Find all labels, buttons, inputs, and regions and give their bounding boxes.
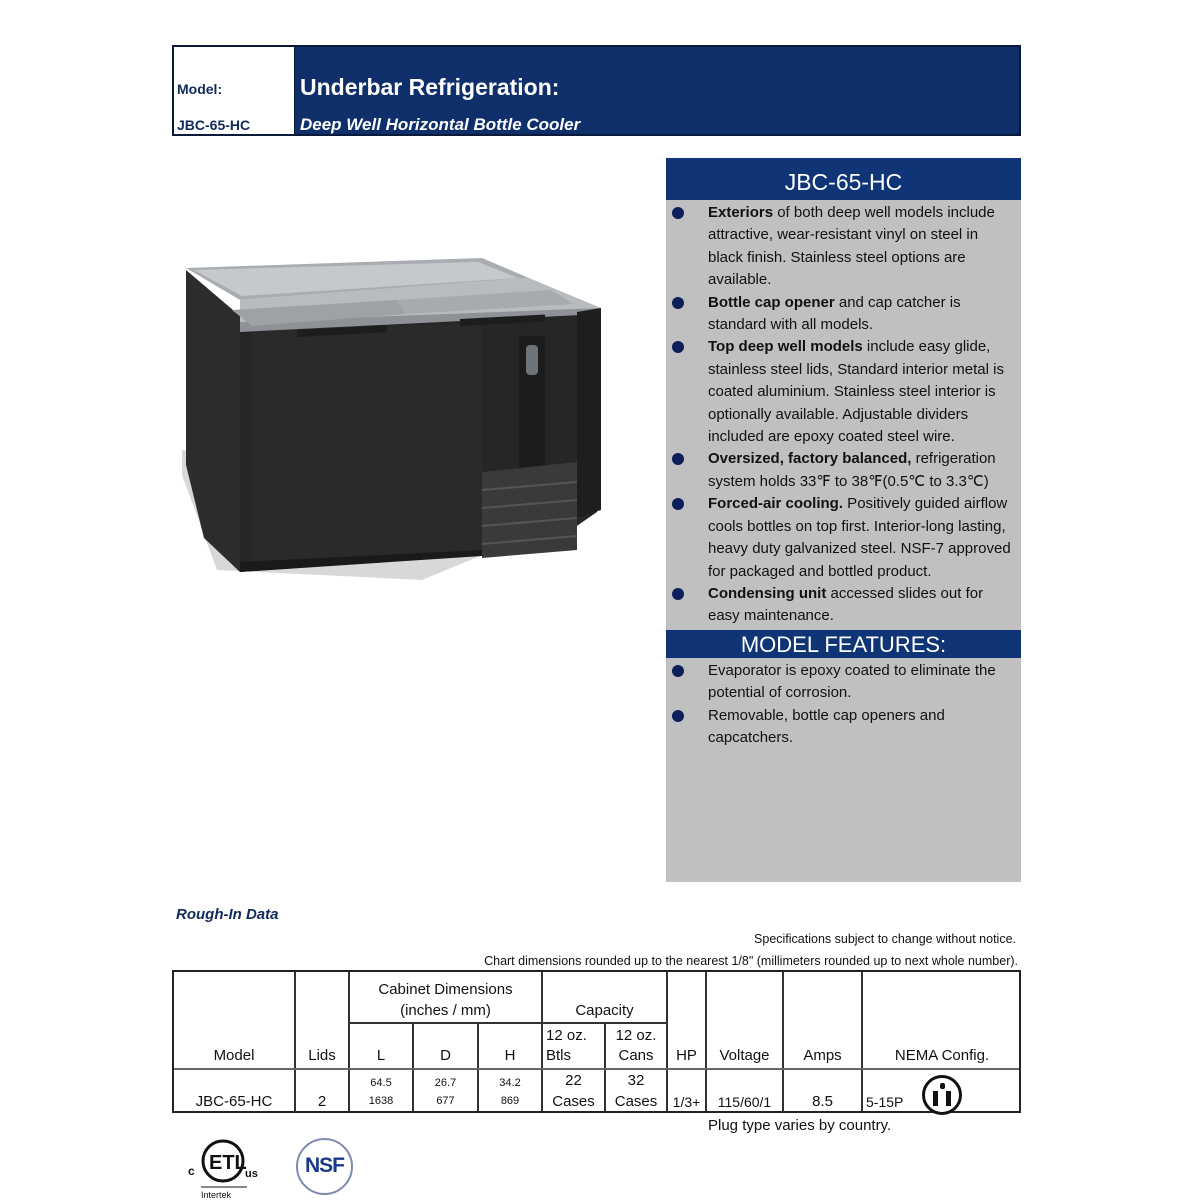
feature-text: refrigeration system holds 33℉ to 38℉(0.5℃ to 3.3℃) xyxy=(708,450,996,490)
header-band xyxy=(172,45,1021,136)
feature-item xyxy=(666,202,1021,292)
feature-item xyxy=(666,493,1021,583)
panel-title: JBC-65-HC xyxy=(666,158,1021,200)
row-voltage: 115/60/1 xyxy=(717,1094,772,1110)
row-bottles-unit: Cases xyxy=(552,1093,595,1110)
feature-heading: Condensing unit xyxy=(708,584,827,602)
col-bottles-line2: Btls xyxy=(546,1047,572,1064)
feature-item xyxy=(666,448,1021,493)
row-nema: 5-15P xyxy=(866,1094,904,1110)
model-label: Model: xyxy=(177,81,223,97)
page-title: Underbar Refrigeration: xyxy=(300,74,560,100)
svg-text:c: c xyxy=(188,1164,195,1178)
row-height-in: 34.2 xyxy=(499,1077,521,1089)
row-length-in: 64.5 xyxy=(370,1077,392,1089)
features-panel xyxy=(666,158,1021,882)
bullet-icon xyxy=(672,665,684,677)
col-length: L xyxy=(376,1047,386,1064)
col-hp: HP xyxy=(676,1047,697,1064)
col-bottles-line1: 12 oz. xyxy=(546,1027,587,1044)
bullet-icon xyxy=(672,710,684,722)
row-model: JBC-65-HC xyxy=(195,1093,273,1110)
cabinet-dimensions-units: (inches / mm) xyxy=(400,1002,491,1019)
feature-text: include easy glide, stainless steel lids, Standard interior metal is coated aluminium. Stainless steel interior is optionally available. Adjustable dividers included are epoxy coated steel wire. xyxy=(708,338,1004,446)
row-cans-qty: 32 xyxy=(627,1072,645,1089)
row-bottles-qty: 22 xyxy=(565,1072,582,1089)
model-box xyxy=(174,47,295,134)
row-depth-mm: 677 xyxy=(436,1095,455,1107)
feature-item xyxy=(666,583,1021,628)
row-hp: 1/3+ xyxy=(672,1094,701,1110)
spec-change-note: Specifications subject to change without notice. xyxy=(754,932,1016,946)
svg-text:us: us xyxy=(245,1168,258,1180)
feature-heading: Forced-air cooling. xyxy=(708,495,844,513)
plug-note: Plug type varies by country. xyxy=(708,1117,892,1134)
feature-text: and cap catcher is standard with all models. xyxy=(708,293,961,334)
row-amps: 8.5 xyxy=(812,1093,833,1110)
feature-text: of both deep well models include attractive, wear-resistant vinyl on steel in black finish. Stainless steel options are available. xyxy=(708,204,995,289)
nema-plug-icon xyxy=(922,1075,962,1115)
rounding-note: Chart dimensions rounded up to the nearest 1/8" (millimeters rounded up to next whole number). xyxy=(484,954,1018,968)
model-feature-item xyxy=(666,705,1021,750)
feature-item xyxy=(666,336,1021,448)
svg-text:ETL: ETL xyxy=(209,1152,247,1174)
bottle-cooler-illustration xyxy=(182,250,602,580)
model-feature-text: Removable, bottle cap openers and capcatchers. xyxy=(708,706,945,747)
feature-heading: Exteriors xyxy=(708,204,774,221)
bullet-icon xyxy=(672,297,684,309)
col-model: Model xyxy=(213,1047,255,1064)
row-height-mm: 869 xyxy=(500,1095,520,1107)
col-nema: NEMA Config. xyxy=(894,1047,990,1064)
cabinet-dimensions-header: Cabinet Dimensions xyxy=(378,981,513,998)
nsf-mark: NSF xyxy=(305,1154,344,1177)
feature-heading: Top deep well models xyxy=(708,338,863,356)
svg-text:Intertek: Intertek xyxy=(201,1190,232,1200)
nsf-logo xyxy=(296,1138,353,1195)
feature-heading: Oversized, factory balanced, xyxy=(708,450,912,468)
rough-in-title: Rough-In Data xyxy=(176,906,279,923)
feature-text: Positively guided airflow cools bottles on top first. Interior-long lasting, heavy duty galvanized steel. NSF-7 approved for packaged and bottled product. xyxy=(708,495,1011,580)
row-lids: 2 xyxy=(317,1093,327,1110)
col-lids: Lids xyxy=(308,1047,336,1064)
model-feature-item xyxy=(666,660,1021,705)
product-image xyxy=(182,250,602,580)
col-cans-line2: Cans xyxy=(618,1047,654,1064)
rough-in-table xyxy=(172,970,1021,1113)
feature-text: accessed slides out for easy maintenance. xyxy=(708,584,984,625)
bullet-icon xyxy=(672,207,684,219)
bullet-icon xyxy=(672,341,684,353)
feature-item xyxy=(666,292,1021,337)
model-value: JBC-65-HC xyxy=(177,117,251,133)
model-features-title: MODEL FEATURES: xyxy=(666,630,1021,658)
bullet-icon xyxy=(672,588,684,600)
col-height: H xyxy=(504,1047,516,1064)
row-length-mm: 1638 xyxy=(368,1095,394,1107)
feature-heading: Bottle cap opener xyxy=(708,293,835,311)
capacity-header: Capacity xyxy=(575,1002,634,1019)
col-amps: Amps xyxy=(803,1047,842,1064)
row-cans-unit: Cases xyxy=(614,1093,658,1110)
page-subtitle: Deep Well Horizontal Bottle Cooler xyxy=(300,115,581,134)
model-feature-text: Evaporator is epoxy coated to eliminate the potential of corrosion. xyxy=(708,661,996,702)
etl-listed-logo xyxy=(187,1133,267,1200)
col-cans-line1: 12 oz. xyxy=(615,1027,657,1044)
col-voltage: Voltage xyxy=(719,1047,770,1064)
bullet-icon xyxy=(672,498,684,510)
model-feature-list xyxy=(666,658,1021,750)
col-depth: D xyxy=(440,1047,451,1064)
bullet-icon xyxy=(672,453,684,465)
row-depth-in: 26.7 xyxy=(434,1077,457,1089)
feature-list xyxy=(666,200,1021,628)
